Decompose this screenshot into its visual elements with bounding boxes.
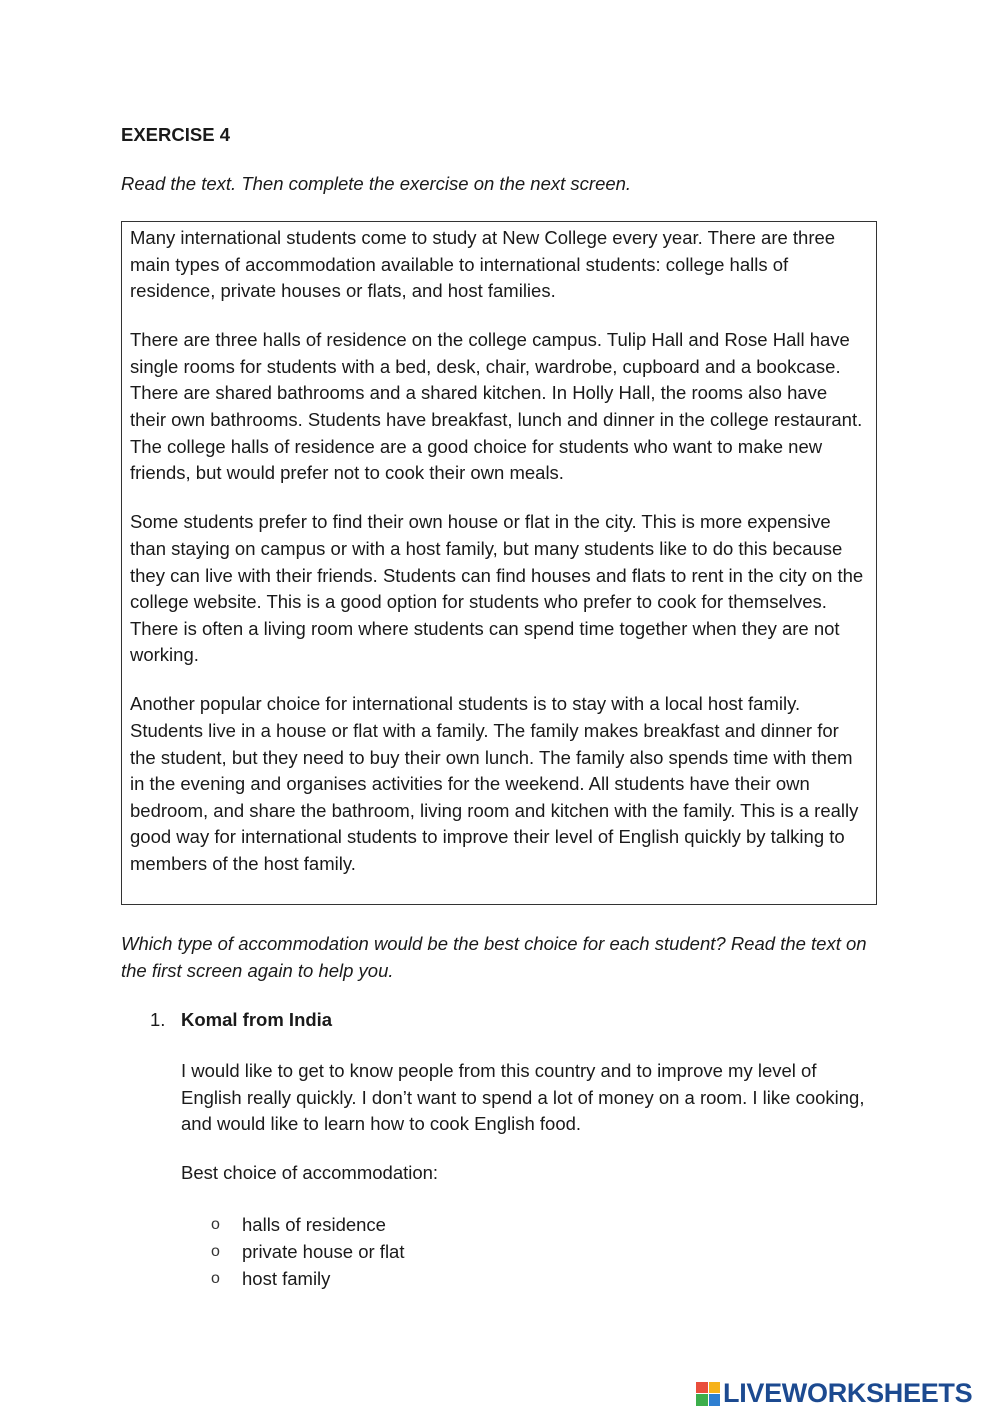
radio-bullet-icon[interactable]: o: [211, 1215, 220, 1233]
option-halls-of-residence[interactable]: [211, 1211, 404, 1238]
logo-square-red: [696, 1382, 708, 1394]
logo-square-blue: [709, 1394, 721, 1406]
exercise-instruction: Read the text. Then complete the exercise on the next screen.: [121, 173, 632, 194]
reading-paragraph-1: Many international students come to study at New College every year. There are three main types of accommodation available to international students: college halls of residence, private houses or flats, and host families.: [130, 227, 836, 302]
option-label: host family: [242, 1267, 331, 1289]
question-text: Which type of accommodation would be the best choice for each student? Read the text on the first screen again to help you.: [121, 933, 867, 981]
exercise-title: EXERCISE 4: [121, 124, 230, 145]
radio-bullet-icon[interactable]: o: [211, 1242, 220, 1260]
logo-square-green: [696, 1394, 708, 1406]
reading-text-box: [121, 221, 877, 905]
best-choice-prompt: Best choice of accommodation:: [181, 1162, 439, 1183]
student-name: Komal from India: [181, 1009, 333, 1030]
liveworksheets-logo[interactable]: [696, 1378, 972, 1409]
logo-text: LIVEWORKSHEETS: [723, 1378, 973, 1408]
option-label: halls of residence: [242, 1213, 386, 1235]
reading-paragraph-4: Another popular choice for international students is to stay with a local host family. Students live in a house or flat with a family. The family makes breakfast and dinner for the student, but they need to buy their own lunch. The family also spends time with them in the evening and organises activities for the weekend. All students have their own bedroom, and share the bathroom, living room and kitchen with the family. This is a really good way for international students to improve their level of English quickly by talking to members of the host family.: [130, 693, 859, 874]
reading-paragraph-2: There are three halls of residence on the college campus. Tulip Hall and Rose Hall have single rooms for students with a bed, desk, chair, wardrobe, cupboard and a bookcase. There are shared bathrooms and a shared kitchen. In Holly Hall, the rooms also have their own bathrooms. Students have breakfast, lunch and dinner in the college restaurant. The college halls of residence are a good choice for students who want to make new friends, but would prefer not to cook their own meals.: [130, 329, 863, 484]
option-private-house-or-flat[interactable]: [211, 1238, 404, 1265]
accommodation-options: [211, 1211, 404, 1292]
reading-paragraph-3: Some students prefer to find their own house or flat in the city. This is more expensive than staying on campus or with a host family, but many students like to do this because they can live with their friends. Students can find houses and flats to rent in the city on the college website. This is a good option for students who prefer to cook for themselves. There is often a living room where students can spend time together when they are not working.: [130, 511, 864, 666]
item-number: 1.: [150, 1009, 166, 1030]
logo-squares-icon: [696, 1382, 720, 1406]
option-label: private house or flat: [242, 1240, 405, 1262]
student-statement: I would like to get to know people from this country and to improve my level of English really quickly. I don’t want to spend a lot of money on a room. I like cooking, and would like to learn how to cook English food.: [181, 1060, 865, 1134]
radio-bullet-icon[interactable]: o: [211, 1269, 220, 1287]
logo-square-yellow: [709, 1382, 721, 1394]
option-host-family[interactable]: [211, 1265, 404, 1292]
